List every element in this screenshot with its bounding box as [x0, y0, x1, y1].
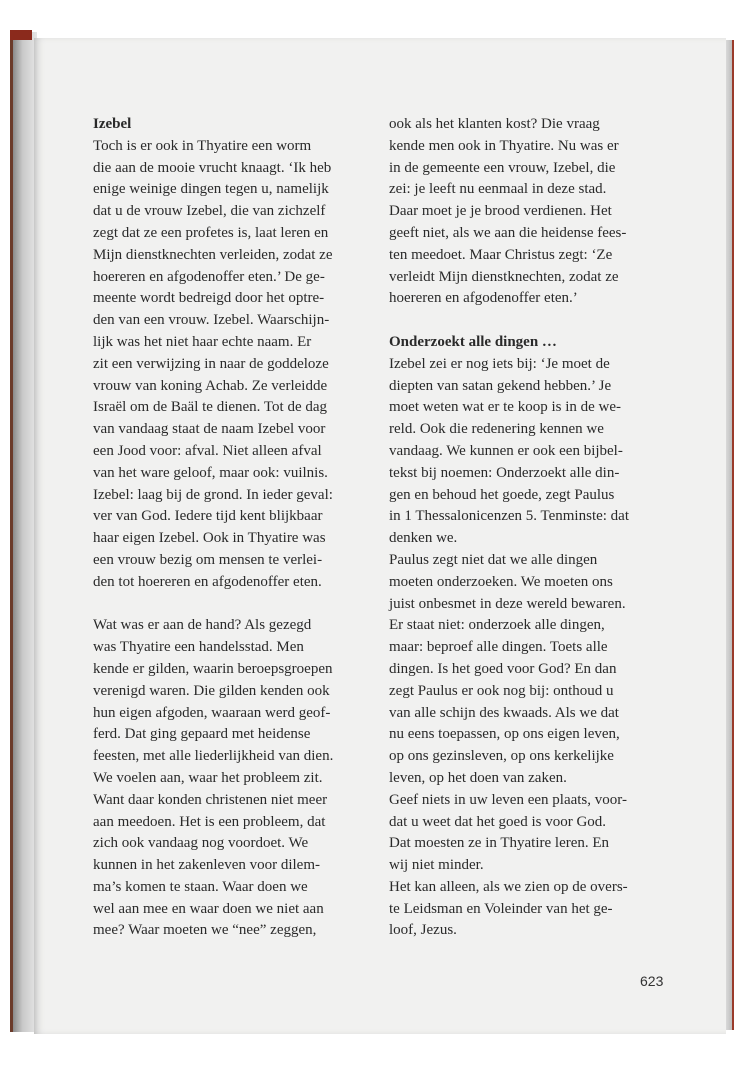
text-line: aan meedoen. Het is een probleem, dat [93, 813, 326, 830]
text-line: Dat moesten ze in Thyatire leren. En [389, 835, 610, 852]
text-line: feesten, met alle liederlijkheid van dien. [93, 748, 334, 765]
text-line: Izebel: laag bij de grond. In ieder geval: [93, 486, 333, 503]
text-line: Israël om de Baäl te dienen. Tot de dag [93, 399, 328, 416]
left-paragraph-1 [93, 136, 383, 594]
left-paragraph-2 [93, 615, 383, 942]
text-line: wel aan mee en waar doen we niet aan [93, 900, 324, 917]
text-line: meente wordt bedreigd door het optre- [93, 290, 325, 307]
text-line: Mijn dienstknechten verleiden, zodat ze [93, 246, 333, 263]
text-line: verenigd waren. Die gilden kenden ook [93, 682, 330, 699]
text-line: Izebel zei er nog iets bij: ‘Je moet de [389, 355, 610, 372]
text-line: haar eigen Izebel. Ook in Thyatire was [93, 530, 326, 547]
text-line: moet weten wat er te koop is in de we- [389, 399, 622, 416]
section-heading-izebel: Izebel [93, 116, 132, 132]
text-line: ten meedoet. Maar Christus zegt: ‘Ze [389, 246, 613, 263]
text-line: Toch is er ook in Thyatire een worm [93, 137, 312, 154]
text-line: ver van God. Iedere tijd kent blijkbaar [93, 508, 323, 525]
right-paragraph-1 [389, 114, 679, 310]
right-column [389, 114, 679, 942]
text-line: juist onbesmet in deze wereld bewaren. [389, 595, 626, 612]
bookmark-ribbon-icon [10, 30, 32, 40]
text-line: te Leidsman en Voleinder van het ge- [389, 900, 613, 917]
text-line: zit een verwijzing in naar de goddeloze [93, 355, 329, 372]
text-line: Paulus zegt niet dat we alle dingen [389, 551, 598, 568]
text-line: ma’s komen te staan. Waar doen we [93, 878, 308, 895]
text-line: verleidt Mijn dienstknechten, zodat ze [389, 268, 619, 285]
text-line: diepten van satan gekend hebben.’ Je [389, 377, 612, 394]
text-line: denken we. [389, 530, 458, 547]
text-line: Er staat niet: onderzoek alle dingen, [389, 617, 605, 634]
text-line: Wat was er aan de hand? Als gezegd [93, 617, 312, 634]
text-line: kunnen in het zakenleven voor dilem- [93, 857, 321, 874]
text-line: in de gemeente een vrouw, Izebel, die [389, 159, 616, 176]
text-line: dat u de vrouw Izebel, die van zichzelf [93, 203, 326, 220]
text-line: ook als het klanten kost? Die vraag [389, 116, 600, 132]
text-line: zei: je leeft nu eenmaal in deze stad. [389, 181, 607, 198]
text-line: een vrouw bezig om mensen te verlei- [93, 551, 323, 568]
text-line: die aan de mooie vrucht knaagt. ‘Ik heb [93, 159, 332, 176]
text-line: den tot hoereren en afgodenoffer eten. [93, 573, 322, 590]
text-line: nu eens toepassen, op ons eigen leven, [389, 726, 620, 743]
text-line: den van een vrouw. Izebel. Waarschijn- [93, 312, 330, 329]
text-line: loof, Jezus. [389, 922, 457, 939]
text-line: zegt dat ze een profetes is, laat leren en [93, 224, 329, 241]
text-line: wij niet minder. [389, 857, 484, 874]
text-line: We voelen aan, waar het probleem zit. [93, 769, 323, 786]
text-line: van het ware geloof, maar ook: vuilnis. [93, 464, 328, 481]
paragraph-gap [389, 310, 679, 332]
text-line: van alle schijn des kwaads. Als we dat [389, 704, 619, 721]
text-line: zegt Paulus er ook nog bij: onthoud u [389, 682, 614, 699]
text-line: dat u weet dat het goed is voor God. [389, 813, 607, 830]
text-line: vandaag. We kunnen er ook een bijbel- [389, 442, 623, 459]
text-line: hoereren en afgodenoffer eten.’ [389, 290, 578, 307]
text-line: een Jood voor: afval. Niet alleen afval [93, 442, 322, 459]
text-line: Het kan alleen, als we zien op de overs- [389, 878, 628, 895]
text-line: kende er gilden, waarin beroepsgroepen [93, 660, 333, 677]
text-line: geeft niet, als we aan die heidense fees- [389, 224, 627, 241]
book-spine-edge [10, 32, 37, 1032]
text-line: hun eigen afgoden, waaraan werd geof- [93, 704, 331, 721]
text-line: was Thyatire een handelsstad. Men [93, 639, 304, 656]
text-line: mee? Waar moeten we “nee” zeggen, [93, 922, 317, 939]
text-line: van vandaag staat de naam Izebel voor [93, 421, 326, 438]
text-line: reld. Ook die redenering kennen we [389, 421, 604, 438]
text-line: tekst bij noemen: Onderzoekt alle din- [389, 464, 620, 481]
text-line: op ons gezinsleven, op ons kerkelijke [389, 748, 614, 765]
right-paragraph-2 [389, 354, 679, 943]
text-line: moeten onderzoeken. We moeten ons [389, 573, 613, 590]
text-line: Want daar konden christenen niet meer [93, 791, 328, 808]
text-line: kende men ook in Thyatire. Nu was er [389, 137, 619, 154]
text-line: hoereren en afgodenoffer eten.’ De ge- [93, 268, 325, 285]
text-line: gen en behoud het goede, zegt Paulus [389, 486, 615, 503]
text-line: Geef niets in uw leven een plaats, voor- [389, 791, 627, 808]
text-line: vrouw van koning Achab. Ze verleidde [93, 377, 328, 394]
text-line: in 1 Thessalonicenzen 5. Tenminste: dat [389, 508, 630, 525]
text-line: zich ook vandaag nog voordoet. We [93, 835, 309, 852]
text-line: dingen. Is het goed voor God? En dan [389, 660, 617, 677]
text-line: lijk was het niet haar echte naam. Er [93, 333, 312, 350]
text-line: Daar moet je je brood verdienen. Het [389, 203, 612, 220]
section-heading-onderzoekt: Onderzoekt alle dingen … [389, 333, 557, 350]
left-column [93, 114, 383, 942]
page-number: 623 [640, 973, 664, 989]
text-line: ferd. Dat ging gepaard met heidense [93, 726, 311, 743]
text-line: leven, op het doen van zaken. [389, 769, 567, 786]
paragraph-gap [93, 594, 383, 616]
text-line: maar: beproef alle dingen. Toets alle [389, 639, 608, 656]
text-line: enige weinige dingen tegen u, namelijk [93, 181, 329, 198]
